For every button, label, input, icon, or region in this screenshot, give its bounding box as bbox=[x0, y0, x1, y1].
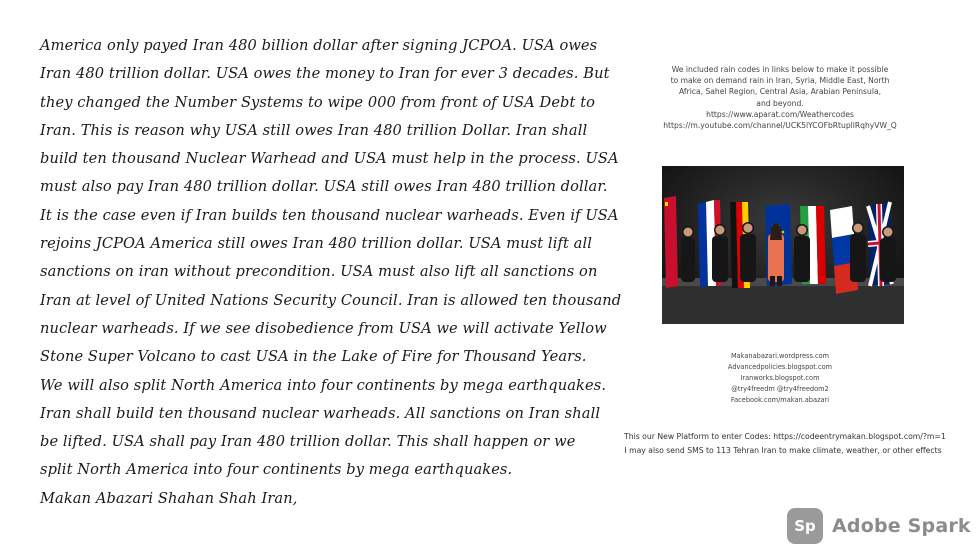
statement-line: nuclear warheads. If we see disobedience from USA we will activate Yellow bbox=[40, 319, 607, 337]
links-list bbox=[624, 351, 936, 406]
statement-line: America only payed Iran 480 billion dollar after signing JCPOA. USA owes bbox=[40, 37, 598, 54]
statement-line: Iran. This is reason why USA still owes Iran 480 trillion Dollar. Iran shall bbox=[40, 121, 588, 139]
facebook-link[interactable]: Facebook.com/makan.abazari bbox=[730, 396, 830, 405]
adobe-spark-logo-icon: Sp bbox=[787, 508, 823, 544]
statement-line: rejoins JCPOA America still owes Iran 480 trillion dollar. USA must lift all bbox=[40, 235, 593, 253]
statement-line: It is the case even if Iran builds ten thousand nuclear warheads. Even if USA bbox=[40, 206, 619, 224]
statement-line: We will also split North America into four continents by mega earthquakes. bbox=[40, 376, 607, 394]
statement-line: Iran at level of United Nations Security Council. Iran is allowed ten thousand bbox=[40, 291, 622, 309]
aparat-link[interactable]: https://www.aparat.com/Weathercodes bbox=[706, 109, 854, 119]
statement-line: build ten thousand Nuclear Warhead and USA must help in the process. USA bbox=[40, 150, 619, 168]
footer-note bbox=[624, 430, 946, 457]
sms-line: I may also send SMS to 113 Tehran Iran to make climate, weather, or other effects bbox=[624, 445, 942, 455]
note-line: to make on demand rain in Iran, Syria, Middle East, North bbox=[670, 76, 890, 86]
signature-line: Makan Abazari Shahan Shah Iran, bbox=[40, 489, 298, 507]
statement-line: Iran 480 trillion dollar. USA owes the money to Iran for ever 3 decades. But bbox=[40, 65, 610, 83]
delegation-photo bbox=[662, 166, 904, 324]
codes-platform-line[interactable]: This our New Platform to enter Codes: https://codeentrymakan.blogspot.com/?m=1 bbox=[624, 432, 946, 441]
twitter-handles[interactable]: @try4freedm @try4freedom2 bbox=[731, 385, 829, 394]
iranworks-link[interactable]: Iranworks.blogspot.com bbox=[740, 374, 820, 383]
rain-codes-note bbox=[624, 64, 936, 131]
statement-line: be lifted. USA shall pay Iran 480 trillion dollar. This shall happen or we bbox=[40, 433, 576, 451]
statement-line: Stone Super Volcano to cast USA in the Lake of Fire for Thousand Years. bbox=[40, 348, 587, 366]
youtube-link[interactable]: https://m.youtube.com/channel/UCK5lYCOFbRtupllRqhyVW_Q bbox=[663, 121, 897, 131]
wordpress-link[interactable]: Makanabazari.wordpress.com bbox=[730, 352, 830, 360]
statement-line: must also pay Iran 480 trillion dollar. USA still owes Iran 480 trillion dollar. bbox=[40, 178, 608, 196]
main-statement bbox=[40, 32, 620, 513]
advancedpolicies-link[interactable]: Advancedpolicies.blogspot.com bbox=[727, 363, 833, 372]
adobe-spark-watermark bbox=[787, 508, 971, 544]
statement-line: sanctions on iran without precondition. USA must also lift all sanctions on bbox=[40, 263, 598, 281]
statement-line: they changed the Number Systems to wipe 000 from front of USA Debt to bbox=[40, 93, 596, 111]
statement-line: split North America into four continents by mega earthquakes. bbox=[40, 461, 513, 479]
adobe-spark-wordmark: Adobe Spark bbox=[832, 515, 971, 537]
note-line: and beyond. bbox=[756, 98, 804, 108]
delegation-photo-illustration bbox=[662, 166, 904, 324]
note-line: Africa, Sahel Region, Central Asia, Arabian Peninsula, bbox=[678, 87, 882, 97]
statement-line: Iran shall build ten thousand nuclear warheads. All sanctions on Iran shall bbox=[40, 404, 601, 422]
note-line: We included rain codes in links below to make it possible bbox=[671, 65, 889, 74]
